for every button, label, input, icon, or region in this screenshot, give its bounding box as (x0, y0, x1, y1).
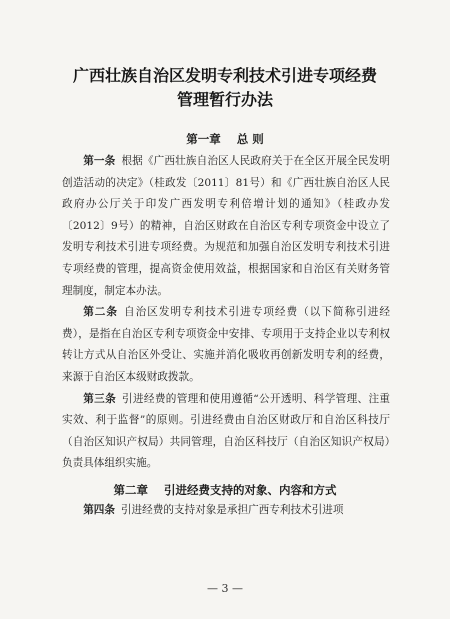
title-line-2: 管理暂行办法 (176, 90, 273, 109)
article-4 (62, 500, 390, 522)
article-1-text: 根据《广西壮族自治区人民政府关于在全区开展全民发明创造活动的决定》（桂政发〔2011〕81号）和《广西壮族自治区人民政府办公厅关于印发广西发明专利倍增计划的通知》（桂政办发〔2012〕9号）的精神，自治区财政在自治区专利专项资金中设立了发明专利技术引进专项经费。为规范和加强自治区发明专利技术引进专项经费的管理，提高资金使用效益，根据国家和自治区有关财务管理制度，制定本办法。 (62, 155, 391, 297)
chapter-2-label: 第二章 (113, 483, 148, 497)
article-2-text: 自治区发明专利技术引进专项经费（以下简称引进经费），是指在自治区专利专项资金中安排、专项用于支持企业以专利权转让方式从自治区外受让、实施并消化吸收再创新发明专利的经费，来源于自治区本级财政拨款。 (62, 306, 390, 383)
article-3-text: 引进经费的管理和使用遵循“公开透明、科学管理、注重实效、利于监督”的原则。引进经费由自治区财政厅和自治区科技厅（自治区知识产权局）共同管理，自治区科技厅（自治区知识产权局）负责具体组织实施。 (62, 392, 390, 470)
chapter-2-heading (0, 482, 450, 498)
chapter-1-label: 第一章 (186, 132, 221, 146)
article-3 (62, 389, 390, 475)
chapter-1-name: 总 则 (236, 132, 264, 146)
article-3-head: 第三条 (83, 392, 117, 405)
chapter-2-name: 引进经费支持的对象、内容和方式 (164, 483, 337, 497)
chapter-2-body (62, 500, 390, 522)
article-1-head: 第一条 (83, 155, 116, 167)
article-4-text: 引进经费的支持对象是承担广西专利技术引进项 (120, 504, 344, 516)
page-number: — 3 — (207, 582, 243, 595)
article-2 (62, 302, 390, 388)
article-2-head: 第二条 (83, 306, 119, 319)
article-1 (62, 151, 390, 302)
article-4-head: 第四条 (83, 504, 115, 516)
chapter-1-body (62, 151, 390, 475)
chapter-1-heading (0, 131, 450, 147)
document-title (0, 64, 450, 112)
title-line-1: 广西壮族自治区发明专利技术引进专项经费 (72, 66, 377, 85)
